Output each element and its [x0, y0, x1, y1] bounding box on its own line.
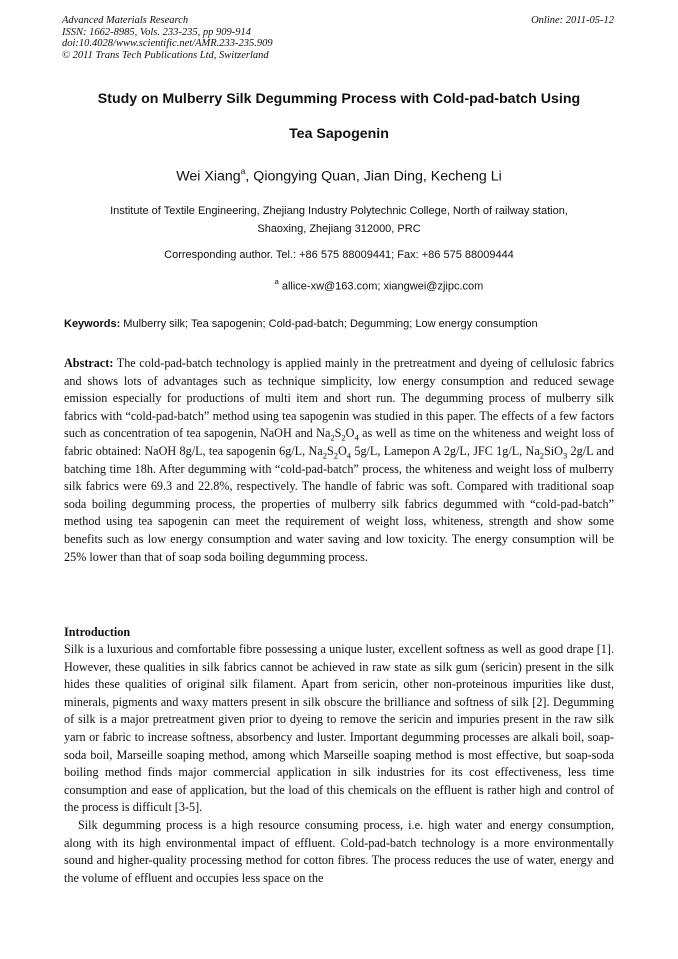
copyright-line: © 2011 Trans Tech Publications Ltd, Switzerland [62, 49, 269, 61]
introduction-heading: Introduction [64, 625, 131, 639]
abstract-text-3: 5g/L, Lamepon A 2g/L, JFC 1g/L, [351, 443, 526, 458]
issn-line: ISSN: 1662-8985, Vols. 233-235, pp 909-914 [62, 26, 251, 38]
keywords-text: Mulberry silk; Tea sapogenin; Cold-pad-batch; Degumming; Low energy consumption [120, 318, 538, 330]
formula-na2s2o4-a: $Na_2S_2O_4$ [316, 426, 359, 443]
email-text: allice-xw@163.com; xiangwei@zjipc.com [281, 280, 484, 293]
formula-na2s2o4-b: $Na_2S_2O_4$ [308, 443, 352, 461]
author-first: Wei Xiang [176, 168, 241, 185]
abstract-text-4: 2g/L and batching time 18h. After degumming with “cold-pad-batch” process, the whiteness and weight loss of mulberry silk fabrics were 69.3 and 22.8%, respectively. The handle of fabric was soft. Compared with traditional soap soda boiling degumming process, the properties of mulberry silk fabrics degummed with “cold-pad-batch” method using tea sapogenin can meet the requirement of weight loss, whiteness, strength and show some benefits such as low energy consumption and water saving and low toxicity. The energy consumption will be 25% lower than that of soap soda boiling degumming process. [64, 443, 614, 564]
introduction-paragraph-2: Silk degumming process is a high resource consuming process, i.e. high water and energy consumption, along with its high environmental impact of effluent. Cold-pad-batch technology is a more environmentally sound and higher-quality processing method for cotton fibres. The process reduces the use of water, energy and the volume of effluent and occupies less space on the [64, 817, 614, 885]
abstract [64, 355, 614, 566]
email-affil-mark: a [274, 277, 279, 286]
online-date: Online: 2011-05-12 [531, 15, 614, 26]
journal-name: Advanced Materials Research [62, 15, 189, 26]
affiliation-line2: Shaoxing, Zhejiang 312000, PRC [257, 222, 421, 235]
keywords [64, 318, 614, 330]
introduction-paragraph-1: Silk is a luxurious and comfortable fibre possessing a unique luster, excellent softness as well as good drape [1]. However, these qualities in silk fabrics cannot be achieved in raw state as silk gum (sericin) present in the silk hides these qualities of original silk filament. Apart from sericin, other non-proteinous impurities like dust, minerals, pigments and waxy matters present in silk obscure the brilliance and softness of silk [2]. Degumming of silk is a major pretreatment given prior to dyeing to remove the sericin and impuries present in the raw silk yarn or fabric to increase softness, absorbency and luster. Important degumming processes are alkali boil, soap-soda boil, Marseille soaping method, among which Marseille soaping method is most effective, but soap-soda boiling method finds major commercial application in silk industries for its cost effectiveness, less time consumption and ease of application, but the load of this chemicals on the effluent is rather high and control of the process is difficult [3-5]. [64, 642, 614, 815]
introduction-body [64, 641, 614, 887]
author-list [40, 167, 638, 185]
abstract-label: Abstract: [64, 356, 114, 370]
author-first-affil-mark: a [240, 166, 246, 176]
corresponding-author: Corresponding author. Tel.: +86 575 88009441; Fax: +86 575 88009444 [164, 249, 514, 261]
journal-header [62, 15, 273, 61]
abstract-text-1: The cold-pad-batch technology is applied mainly in the pretreatment and dyeing of cellulosic fabrics and shows lots of advantages such as technique simplicity, low energy consumption and reduced sewage emission especially for productions of multi item and short run. The degumming process of mulberry silk fabrics with “cold-pad-batch” method using tea sapogenin was studied in this paper. The effects of a few factors such as concentration of tea sapogenin, NaOH and [64, 356, 614, 441]
keywords-label: Keywords: [64, 318, 121, 330]
formula-na2sio3: $Na_2SiO_3$ [525, 443, 568, 461]
author-rest: , Qiongying Quan, Jian Ding, Kecheng Li [245, 168, 502, 185]
affiliation-line1: Institute of Textile Engineering, Zhejiang Industry Polytechnic College, North of railway station, [110, 205, 568, 217]
abstract-text-2: as well as time on the whiteness and weight loss of fabric obtained: NaOH 8g/L, tea sapogenin 6g/L, [64, 426, 614, 458]
author-email [40, 278, 638, 293]
paper-title-line2: Tea Sapogenin [289, 126, 389, 142]
paper-title-line1: Study on Mulberry Silk Degumming Process with Cold-pad-batch Using [97, 91, 581, 107]
affiliation [60, 203, 618, 238]
doi-line: doi:10.4028/www.scientific.net/AMR.233-235.909 [62, 38, 273, 49]
